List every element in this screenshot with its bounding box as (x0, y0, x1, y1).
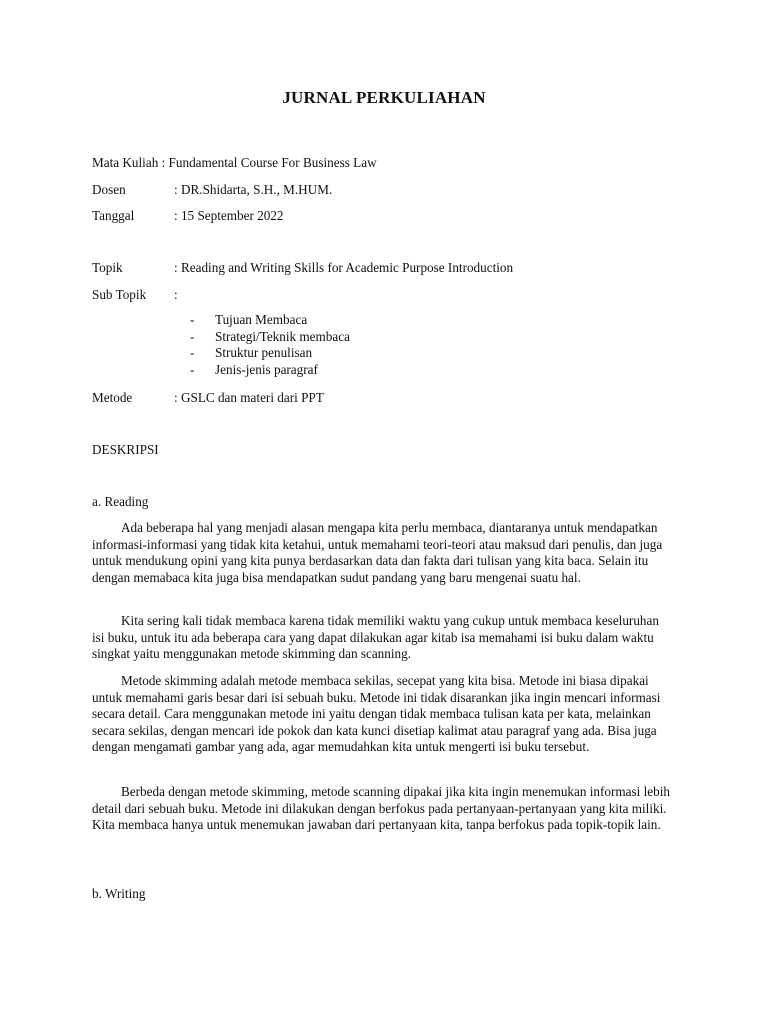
deskripsi-heading: DESKRIPSI (92, 442, 159, 457)
meta-metode-label: Metode (92, 390, 133, 405)
meta-mata-kuliah: Mata Kuliah : Fundamental Course For Business Law (92, 155, 377, 170)
meta-tanggal-value: : 15 September 2022 (174, 208, 284, 223)
meta-dosen-label: Dosen (92, 182, 126, 197)
document-title: JURNAL PERKULIAHAN (282, 88, 486, 107)
subtopic-text: Tujuan Membaca (215, 312, 308, 327)
meta-topik-value: : Reading and Writing Skills for Academic Purpose Introduction (174, 260, 514, 275)
subtopic-text: Struktur penulisan (215, 345, 313, 361)
bullet-dash: - (190, 312, 195, 327)
subtopic-text: Strategi/Teknik membaca (215, 328, 350, 344)
meta-topik (92, 260, 513, 276)
meta-tanggal-label: Tanggal (92, 208, 135, 223)
bullet-dash: - (190, 345, 195, 361)
paragraph: Berbeda dengan metode skimming, metode scanning dipakai jika kita ingin menemukan informasi lebih detail dari sebuah buku. Metode ini dilakukan dengan berfokus pada pertanyaan-pertanyaan yang kita miliki. Kita membaca hanya untuk menemukan jawaban dari pertanyaan kita, tanpa berfokus pada topik-topik lain. (92, 784, 670, 833)
paragraph: Metode skimming adalah metode membaca sekilas, secepat yang kita bisa. Metode ini biasa dipakai untuk memahami garis besar dari isi sebuah buku. Metode ini tidak disarankan jika ingin mencari informasi secara detail. Cara menggunakan metode ini yaitu dengan tidak membaca tulisan kata per kata, melainkan secara sekilas, dengan mencari ide pokok dan kata kunci disetiap kalimat atau paragraf yang ada. Bisa juga dengan mengamati gambar yang ada, agar memudahkan kita untuk mengerti isi buku tersebut. (92, 673, 661, 755)
meta-subtopik-label: Sub Topik (92, 287, 147, 302)
meta-metode (92, 390, 324, 406)
meta-topik-label: Topik (92, 260, 123, 275)
section-b-heading: b. Writing (92, 886, 146, 901)
meta-dosen (92, 182, 332, 198)
meta-tanggal (92, 208, 284, 224)
section-a-heading: a. Reading (92, 494, 149, 509)
meta-dosen-value: : DR.Shidarta, S.H., M.HUM. (174, 182, 333, 197)
meta-metode-value: : GSLC dan materi dari PPT (174, 390, 324, 405)
meta-subtopik (92, 287, 178, 303)
list-item (190, 362, 350, 379)
list-item (190, 345, 350, 362)
paragraph: Kita sering kali tidak membaca karena tidak memiliki waktu yang cukup untuk membaca keseluruhan isi buku, untuk itu ada beberapa cara yang dapat dilakukan agar kitab isa memahami isi buku dalam waktu singkat yaitu menggunakan metode skimming dan scanning. (92, 613, 659, 662)
subtopic-list (190, 312, 350, 378)
bullet-dash: - (190, 328, 195, 344)
paragraph: Ada beberapa hal yang menjadi alasan mengapa kita perlu membaca, diantaranya untuk mendapatkan informasi-informasi yang tidak kita ketahui, untuk memahami teori-teori atau maksud dari penulis, dan juga untuk mendukung opini yang kita punya berdasarkan data dan fakta dari tulisan yang kita baca. Selain itu dengan memabaca kita juga bisa mendapatkan sudut pandang yang baru mengenai suatu hal. (92, 520, 663, 585)
list-item (190, 329, 350, 346)
bullet-dash: - (190, 361, 195, 377)
list-item (190, 312, 350, 329)
meta-subtopik-value: : (174, 287, 178, 302)
subtopic-text: Jenis-jenis paragraf (215, 361, 318, 377)
